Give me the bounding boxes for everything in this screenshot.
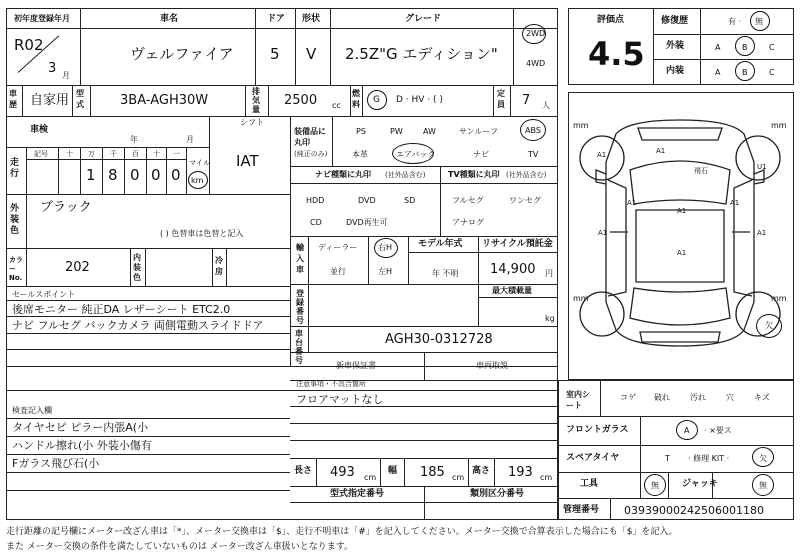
sheet-kizu: キズ <box>754 393 770 402</box>
import-right-h: 右H <box>378 243 393 252</box>
digit-label-2: 千 <box>110 150 117 158</box>
tool-label: 工具 <box>580 479 599 489</box>
inspector-line-3: Fガラス飛び石(小 <box>12 457 100 470</box>
navi-dvd: DVD <box>358 196 376 205</box>
equip-leather: 本革 <box>352 150 368 159</box>
tv-oneseg: ワンセグ <box>509 196 541 205</box>
len-unit: cm <box>364 473 377 482</box>
notes-label: 注意事項・不具合箇所 <box>296 380 366 388</box>
navi-sub: (社外品含む) <box>385 171 426 179</box>
import-dealer: ディーラー <box>318 243 358 252</box>
tv-sub: (社外品含む) <box>506 171 547 179</box>
ext-a: A <box>715 43 721 52</box>
import-left-h: 左H <box>378 267 393 276</box>
equip-abs: ABS <box>525 126 541 135</box>
ac-label: 冷房 <box>215 256 223 276</box>
inspector-line-1: タイヤセピ ピラー内張A(小 <box>12 421 149 434</box>
inspection-label: 車検 <box>30 125 49 135</box>
diag-mark-5: A1 <box>730 199 740 207</box>
shape-label: 形状 <box>302 14 321 24</box>
height-label: 高さ <box>472 466 491 476</box>
digit-label-3: 百 <box>132 150 139 158</box>
equip-pw: PW <box>390 127 403 136</box>
equip-label: 装備品に丸印 <box>294 127 326 147</box>
manual-label: 車両取説 <box>476 361 508 370</box>
equip-aw: AW <box>423 127 436 136</box>
reg-label: 登録番号 <box>296 289 304 325</box>
type-label: 型式指定番号 <box>330 489 385 499</box>
equip-tv: TV <box>528 150 539 159</box>
warranty-label: 新車保証書 <box>336 361 376 370</box>
drive-4wd: 4WD <box>526 59 546 68</box>
sheet-yabure: 破れ <box>654 393 670 402</box>
diag-mark-6: A1 <box>677 207 687 215</box>
int-label: 内装 <box>666 66 685 76</box>
disp-unit: cc <box>332 101 341 110</box>
height-unit: cm <box>540 473 553 482</box>
color-paren: ( ) 色替車は色替と記入 <box>160 229 244 238</box>
model-value: 3BA-AGH30W <box>120 93 209 108</box>
mm-br: mm <box>771 294 787 303</box>
sheet-yogore: 汚れ <box>690 393 706 402</box>
ext-label: 外装 <box>666 41 685 51</box>
reg-month: 3 <box>48 61 57 76</box>
mile-label: マイル <box>189 159 210 167</box>
diag-mark-3: U1 <box>757 163 767 171</box>
color-value: ブラック <box>40 200 92 215</box>
digit-label-5: 一 <box>173 150 180 158</box>
spare-t: T <box>665 454 670 463</box>
diag-mark-9: A1 <box>677 249 687 257</box>
int-a: A <box>715 68 721 77</box>
width-label: 幅 <box>388 466 398 476</box>
inspection-month-unit: 月 <box>186 135 194 144</box>
digit-label-0: 十 <box>66 150 73 158</box>
spare-kit: · 修理 KIT · <box>688 454 730 463</box>
selling-line-1: 後席モニター 純正DA レザーシート ETC2.0 <box>12 303 231 316</box>
mileage-digit-5: 0 <box>171 166 181 184</box>
mileage-note: 記号 <box>34 150 48 158</box>
spare-sel: 欠 <box>759 454 767 463</box>
len-label: 長さ <box>294 466 313 476</box>
width-unit: cm <box>452 473 465 482</box>
mm-bl: mm <box>573 294 589 303</box>
diag-ketsu: 欠 <box>765 321 773 330</box>
grade-label: グレード <box>405 14 442 24</box>
sheet-ana: 穴 <box>726 393 734 402</box>
recycle-value: 14,900 <box>490 262 536 277</box>
fuel-rest: D · HV · ( ) <box>396 95 443 105</box>
int-b: B <box>742 68 748 77</box>
len-value: 493 <box>330 465 355 480</box>
ext-c: C <box>769 43 775 52</box>
diag-mark-4: A1 <box>627 199 637 207</box>
disp-label: 排気量 <box>252 87 260 114</box>
repair-none: 無 <box>755 17 763 26</box>
glass-label: フロントガラス <box>566 425 629 435</box>
era-year: R02 <box>14 36 44 54</box>
mileage-digit-2: 8 <box>108 166 118 184</box>
navi-dvd-play: DVD再生可 <box>346 218 388 227</box>
tool-none: 無 <box>651 481 659 490</box>
car-name: ヴェルファイア <box>130 45 234 63</box>
usage-label: 車歴 <box>9 89 17 109</box>
usage-value: 自家用 <box>30 93 70 108</box>
glass-a: A <box>684 426 690 435</box>
equip-sub: (純正のみ) <box>294 150 328 158</box>
max-load-unit: kg <box>545 314 555 323</box>
repair-label: 修復歴 <box>661 16 689 26</box>
shape-value: V <box>306 45 317 63</box>
tv-analog: アナログ <box>452 218 484 227</box>
int-c: C <box>769 68 775 77</box>
digit-label-1: 万 <box>88 150 95 158</box>
navi-cd: CD <box>310 218 322 227</box>
mm-tr: mm <box>771 121 787 130</box>
chassis-label: 車台番号 <box>295 329 303 365</box>
spare-label: スペアタイヤ <box>566 453 620 463</box>
drive-2wd: 2WD <box>526 29 546 38</box>
mileage-digit-1: 1 <box>86 166 96 184</box>
tv-label: TV種類に丸印 <box>448 170 500 179</box>
mgmt-label: 管理番号 <box>563 505 600 515</box>
notes-value: フロアマットなし <box>296 393 384 406</box>
model-label: 型式 <box>76 89 84 109</box>
model-year-label: モデル年式 <box>418 239 463 249</box>
equip-sunroof: サンルーフ <box>459 127 498 136</box>
grade-value: 2.5Z"G エディション" <box>345 45 498 63</box>
chassis-value: AGH30-0312728 <box>385 332 493 347</box>
mileage-digit-4: 0 <box>151 166 161 184</box>
color-no-label: カラーNo. <box>9 256 23 282</box>
footer-line-1: 走行距離の記号欄にメーター改ざん車は「*」、メーター交換車は「$」、走行不明車は「#」を記入してください。メーター交換で合算表示した場合にも「$」を記入。 <box>6 527 678 537</box>
navi-sd: SD <box>404 196 416 205</box>
mm-tl: mm <box>573 121 589 130</box>
sheet-koge: コゲ <box>620 393 636 402</box>
capacity-label: 定員 <box>497 89 505 109</box>
footer-line-2: また メーター交換の条件を満たしていないものは メーター改ざん車扱いとなります。 <box>6 542 354 552</box>
recycle-label: リサイクル預託金 <box>482 239 553 249</box>
mgmt-value: 03939000242506001180 <box>624 504 764 517</box>
color-no: 202 <box>65 260 90 275</box>
digit-label-4: 十 <box>153 150 160 158</box>
ext-b: B <box>742 43 748 52</box>
selling-line-2: ナビ フルセグ バックカメラ 両側電動スライドドア <box>12 319 264 332</box>
capacity-unit: 人 <box>542 101 550 110</box>
model-year: 年 不明 <box>432 269 459 278</box>
navi-hdd: HDD <box>306 196 325 205</box>
km-label: km <box>191 176 204 185</box>
sheet-label: 室内シート <box>566 390 590 410</box>
jack-none: 無 <box>759 481 767 490</box>
first-reg-label: 初年度登録年月 <box>14 14 70 23</box>
doors-label: ドア <box>267 14 285 24</box>
diag-mark-8: A1 <box>757 229 767 237</box>
tv-fullseg: フルセグ <box>452 196 484 205</box>
interior-color-label: 内装色 <box>133 253 141 282</box>
fuel-g: G <box>373 95 380 105</box>
mileage-label: 走行 <box>10 158 20 179</box>
inspector-label: 検査記入欄 <box>12 406 52 415</box>
import-label: 輸入車 <box>296 243 304 274</box>
score-value: 4.5 <box>588 35 645 73</box>
selling-label: セールスポイント <box>12 290 76 299</box>
month-unit: 月 <box>62 71 70 80</box>
diag-mark-2: A1 <box>656 147 666 155</box>
diag-mark-10: 飛石 <box>694 167 708 175</box>
fuel-label: 燃料 <box>352 89 360 109</box>
jack-label: ジャッキ <box>682 479 718 489</box>
recycle-unit: 円 <box>545 269 553 278</box>
inspection-year-unit: 年 <box>130 135 138 144</box>
equip-navi: ナビ <box>473 150 489 159</box>
equip-airbag: エアバック <box>396 150 436 159</box>
score-label: 評価点 <box>597 15 625 25</box>
width-value: 185 <box>420 465 445 480</box>
equip-ps: PS <box>356 127 366 136</box>
max-load-label: 最大積載量 <box>492 286 532 295</box>
navi-label: ナビ種類に丸印 <box>315 170 371 179</box>
capacity-value: 7 <box>522 93 531 108</box>
repair-opts: 有 · <box>728 17 742 26</box>
height-value: 193 <box>508 465 533 480</box>
inspector-line-2: ハンドル擦れ(小 外装小傷有 <box>12 439 152 452</box>
shift-label: シフト <box>240 118 264 127</box>
class-label: 類別区分番号 <box>470 489 525 499</box>
diag-mark-7: A1 <box>598 229 608 237</box>
import-parallel: 並行 <box>330 267 346 276</box>
mileage-digit-3: 0 <box>130 166 140 184</box>
glass-rest: · ×要ス <box>704 426 732 435</box>
diag-mark-1: A1 <box>597 151 607 159</box>
doors-value: 5 <box>270 45 280 63</box>
displacement: 2500 <box>284 93 318 108</box>
color-label: 外装色 <box>10 204 20 236</box>
shift-value: IAT <box>236 152 259 170</box>
car-name-label: 車名 <box>160 14 179 24</box>
